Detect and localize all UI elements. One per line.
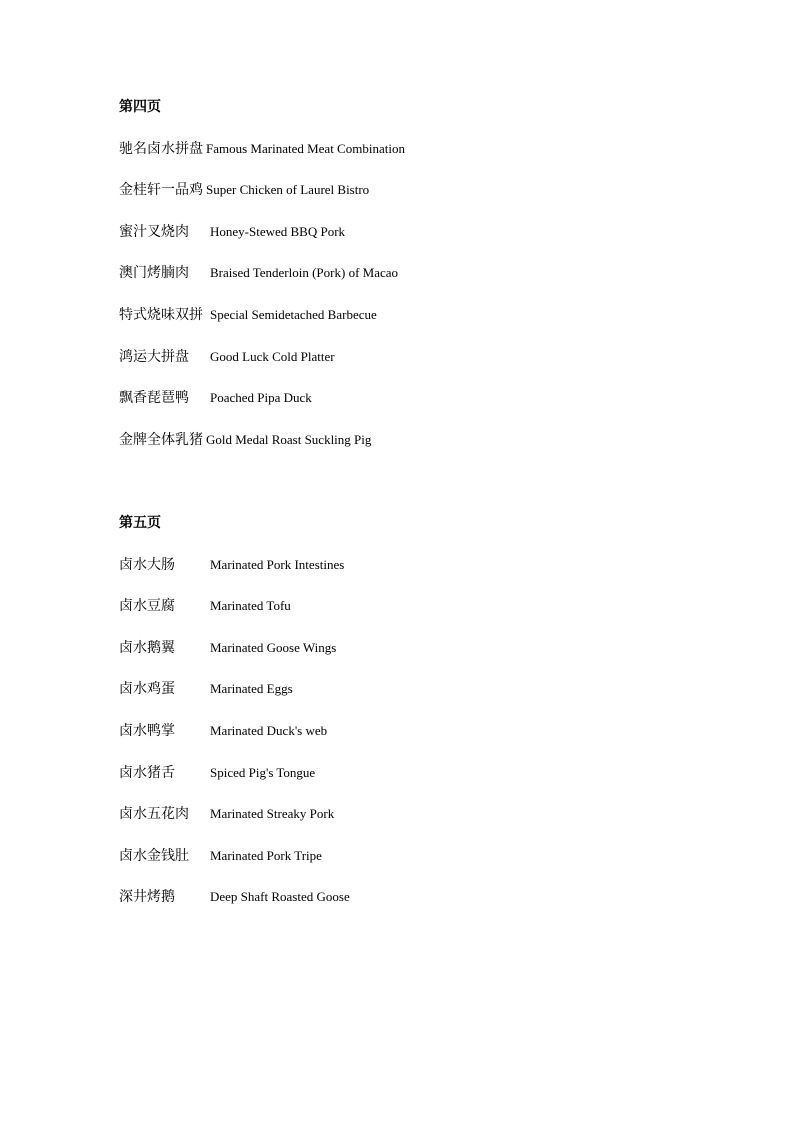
dish-name-english: Marinated Streaky Pork [210, 806, 335, 821]
menu-item [119, 680, 293, 698]
menu-item [119, 639, 336, 657]
dish-name-chinese: 卤水鹅翼 [119, 640, 175, 656]
dish-name-chinese: 澳门烤腩肉 [119, 265, 189, 281]
dish-name-chinese: 飘香琵琶鸭 [119, 390, 189, 406]
dish-name-english: Poached Pipa Duck [210, 390, 312, 405]
dish-name-english: Braised Tenderloin (Pork) of Macao [210, 265, 399, 280]
dish-name-chinese: 卤水猪舌 [119, 765, 175, 781]
dish-name-english: Marinated Tofu [210, 598, 291, 613]
dish-name-english: Deep Shaft Roasted Goose [210, 889, 350, 904]
menu-item [119, 597, 291, 615]
menu-item [119, 223, 345, 241]
dish-name-english: Marinated Eggs [210, 681, 293, 696]
dish-name-english: Marinated Duck's web [210, 723, 328, 738]
dish-name-chinese: 卤水豆腐 [119, 598, 175, 614]
dish-name-chinese: 鸿运大拼盘 [119, 349, 189, 365]
dish-name-english: Super Chicken of Laurel Bistro [206, 182, 370, 197]
menu-item [119, 140, 405, 158]
dish-name-english: Gold Medal Roast Suckling Pig [206, 432, 372, 447]
menu-item [119, 306, 377, 324]
menu-item [119, 764, 315, 782]
dish-name-english: Famous Marinated Meat Combination [206, 141, 405, 156]
dish-name-chinese: 卤水金钱肚 [119, 848, 189, 864]
dish-name-english: Spiced Pig's Tongue [210, 765, 316, 780]
menu-item [119, 431, 371, 449]
menu-item [119, 181, 369, 199]
menu-item [119, 264, 398, 282]
section-heading-page-five: 第五页 [119, 515, 161, 531]
dish-name-chinese: 深井烤鹅 [119, 889, 175, 905]
dish-name-chinese: 卤水五花肉 [119, 806, 189, 822]
dish-name-chinese: 蜜汁叉烧肉 [119, 224, 189, 240]
dish-name-chinese: 金牌全体乳猪 [119, 432, 203, 448]
dish-name-chinese: 卤水大肠 [119, 557, 175, 573]
dish-name-chinese: 卤水鸭掌 [119, 723, 175, 739]
menu-item [119, 556, 344, 574]
dish-name-english: Good Luck Cold Platter [210, 349, 335, 364]
dish-name-english: Special Semidetached Barbecue [210, 307, 377, 322]
dish-name-english: Marinated Pork Intestines [210, 557, 345, 572]
dish-name-english: Marinated Pork Tripe [210, 848, 322, 863]
dish-name-chinese: 金桂轩一品鸡 [119, 182, 203, 198]
dish-name-chinese: 驰名卤水拼盘 [119, 141, 203, 157]
dish-name-chinese: 卤水鸡蛋 [119, 681, 175, 697]
section-heading-page-four: 第四页 [119, 99, 161, 115]
menu-item [119, 348, 335, 366]
menu-item [119, 888, 350, 906]
menu-item [119, 805, 334, 823]
menu-item [119, 389, 312, 407]
dish-name-chinese: 特式烧味双拼 [119, 307, 203, 323]
menu-item [119, 722, 327, 740]
dish-name-english: Honey-Stewed BBQ Pork [210, 224, 346, 239]
menu-item [119, 847, 322, 865]
dish-name-english: Marinated Goose Wings [210, 640, 337, 655]
